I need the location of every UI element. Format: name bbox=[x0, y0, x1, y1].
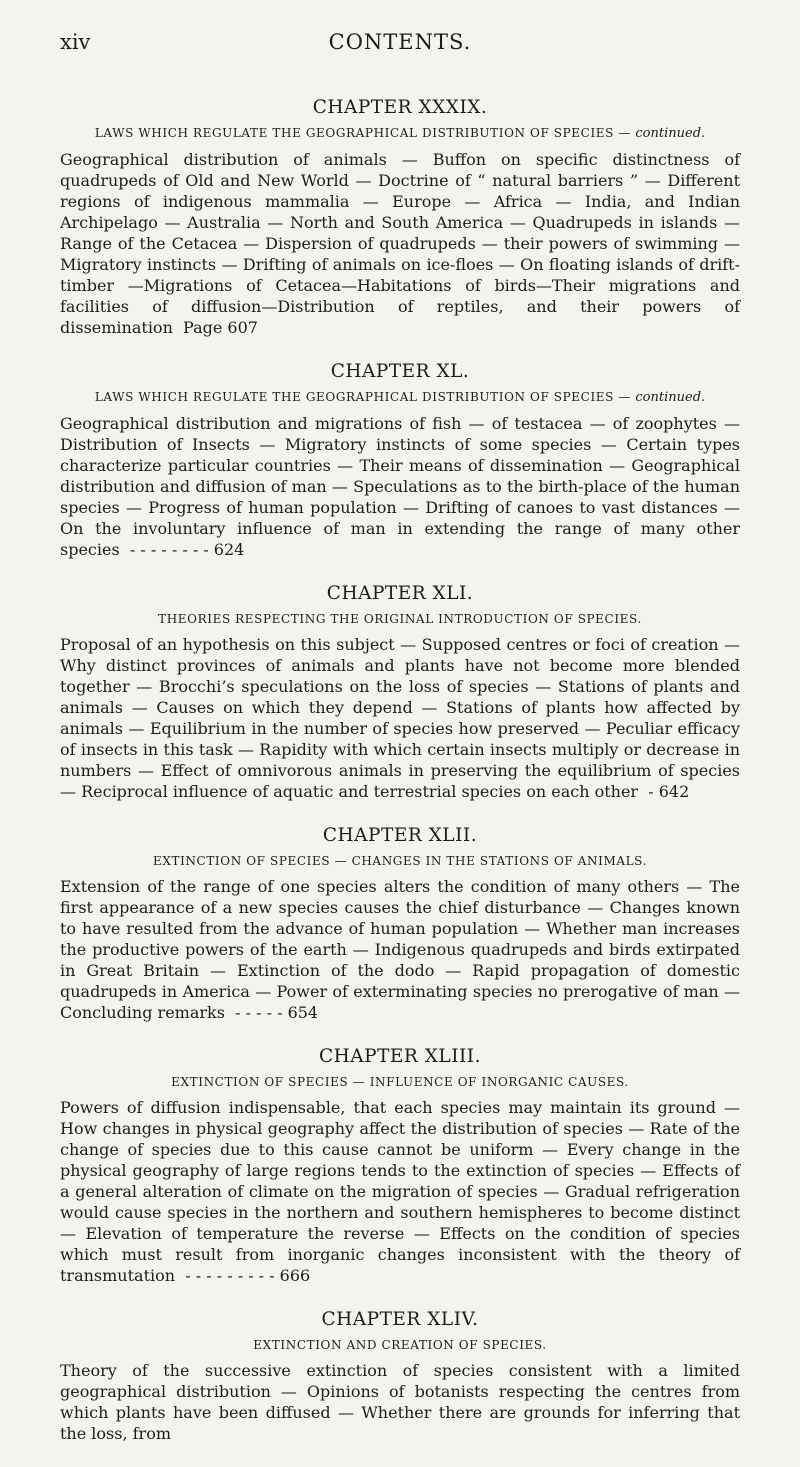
chapter-summary-text: Geographical distribution and migrations of fish — of testacea — of zoophytes — Distribution of Insects — Migratory instincts of some species — Certain types characterize particular countries — Their means of dissemination — Geographical distribution and diffusion of man — Speculations as to the birth-place of the human species — Progress of human population — Drifting of canoes to vast distances — On the involuntary influence of man in extending the range of many other species bbox=[60, 414, 740, 559]
chapter-summary-text: Theory of the successive extinction of species consistent with a limited geographical distribution — Opinions of botanists respecting the centres from which plants have been diffused — Whether there are grounds for inferring that the loss, from bbox=[60, 1361, 740, 1443]
chapter-page-ref: - 642 bbox=[648, 782, 690, 801]
chapter-subtitle-suffix: continued. bbox=[635, 126, 706, 141]
chapter-subtitle-text: LAWS WHICH REGULATE THE GEOGRAPHICAL DISTRIBUTION OF SPECIES — bbox=[94, 126, 636, 140]
chapter-title: CHAPTER XLIII. bbox=[318, 1046, 481, 1067]
chapter-summary bbox=[60, 413, 740, 560]
chapter-subtitle-text: LAWS WHICH REGULATE THE GEOGRAPHICAL DISTRIBUTION OF SPECIES — bbox=[94, 390, 636, 404]
chapter-40 bbox=[60, 361, 740, 560]
chapter-summary bbox=[60, 1097, 740, 1286]
chapter-subtitle-suffix: continued. bbox=[635, 390, 706, 405]
chapter-summary bbox=[60, 634, 740, 802]
chapter-summary-text: Geographical distribution of animals — Buffon on specific distinctness of quadrupeds of Old and New World — Doctrine of “ natural barriers ” — Different regions of indigenous mammalia — Europe — Africa — India, and Indian Archipelago — Australia — North and South America — Quadrupeds in islands — Range of the Cetacea — Dispersion of quadrupeds — their powers of swimming — Migratory instincts — Drifting of animals on ice-floes — On floating islands of drift-timber —Migrations of Cetacea—Habitations of birds—Their migrations and facilities of diffusion—Distribution of reptiles, and their powers of dissemination bbox=[60, 150, 740, 337]
chapter-44 bbox=[60, 1309, 740, 1444]
running-title: CONTENTS. bbox=[328, 30, 472, 54]
chapter-subtitle bbox=[60, 126, 740, 141]
chapter-subtitle-text: THEORIES RESPECTING THE ORIGINAL INTRODUCTION OF SPECIES. bbox=[158, 612, 642, 626]
chapter-title: CHAPTER XLI. bbox=[326, 583, 474, 604]
chapter-page-ref: - - - - - - - - - 666 bbox=[185, 1266, 311, 1285]
chapter-page-ref: Page 607 bbox=[183, 318, 258, 337]
chapter-title: CHAPTER XL. bbox=[330, 361, 470, 382]
chapter-subtitle-text: EXTINCTION OF SPECIES — CHANGES IN THE STATIONS OF ANIMALS. bbox=[153, 854, 647, 868]
chapter-page-ref: - - - - - 654 bbox=[235, 1003, 319, 1022]
chapter-subtitle bbox=[60, 612, 740, 626]
chapter-summary-text: Proposal of an hypothesis on this subject — Supposed centres or foci of creation — Why distinct provinces of animals and plants have not become more blended together — Brocchi’s speculations on the loss of species — Stations of plants and animals — Causes on which they depend — Stations of plants how affected by animals — Equilibrium in the number of species how preserved — Peculiar efficacy of insects in this task — Rapidity with which certain insects multiply or decrease in numbers — Effect of omnivorous animals in preserving the equilibrium of species — Reciprocal influence of aquatic and terrestrial species on each other bbox=[60, 635, 740, 801]
chapter-summary-text: Powers of diffusion indispensable, that each species may maintain its ground — How changes in physical geography affect the distribution of species — Rate of the change of species due to this cause cannot be uniform — Every change in the physical geography of large regions tends to the extinction of species — Effects of a general alteration of climate on the migration of species — Gradual refrigeration would cause species in the northern and southern hemispheres to become distinct — Elevation of temperature the reverse — Effects on the condition of species which must result from inorganic changes inconsistent with the theory of transmutation bbox=[60, 1098, 740, 1285]
chapter-subtitle-text: EXTINCTION OF SPECIES — INFLUENCE OF INORGANIC CAUSES. bbox=[171, 1075, 629, 1089]
chapter-summary bbox=[60, 1360, 740, 1444]
chapter-title: CHAPTER XLIV. bbox=[321, 1309, 479, 1330]
chapter-42 bbox=[60, 825, 740, 1023]
chapter-subtitle bbox=[60, 854, 740, 868]
running-head bbox=[60, 30, 740, 60]
chapter-subtitle bbox=[60, 1075, 740, 1089]
chapter-39 bbox=[60, 97, 740, 338]
contents-list bbox=[60, 97, 740, 1467]
chapter-summary bbox=[60, 149, 740, 338]
chapter-subtitle-text: EXTINCTION AND CREATION OF SPECIES. bbox=[253, 1338, 547, 1352]
chapter-43 bbox=[60, 1046, 740, 1286]
page-number: xiv bbox=[60, 30, 91, 54]
chapter-title: CHAPTER XLII. bbox=[322, 825, 478, 846]
chapter-41 bbox=[60, 583, 740, 802]
chapter-page-ref: - - - - - - - - 624 bbox=[129, 540, 245, 559]
chapter-summary-text: Extension of the range of one species alters the condition of many others — The first appearance of a new species causes the chief disturbance — Changes known to have resulted from the advance of human population — Whether man increases the productive powers of the earth — Indigenous quadrupeds and birds extirpated in Great Britain — Extinction of the dodo — Rapid propagation of domestic quadrupeds in America — Power of exterminating species no prerogative of man — Concluding remarks bbox=[60, 877, 740, 1022]
chapter-subtitle bbox=[60, 1338, 740, 1352]
chapter-summary bbox=[60, 876, 740, 1023]
chapter-subtitle bbox=[60, 390, 740, 405]
chapter-title: CHAPTER XXXIX. bbox=[312, 97, 488, 118]
